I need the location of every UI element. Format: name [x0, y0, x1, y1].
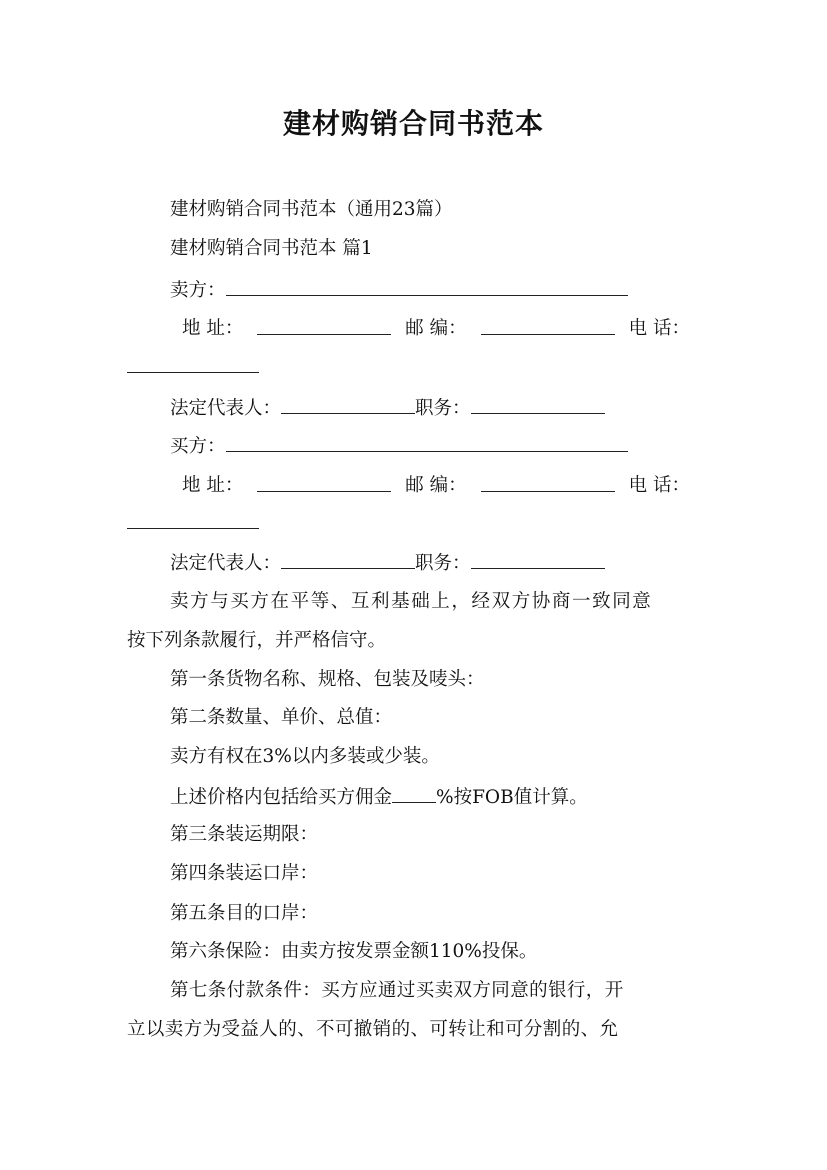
seller-address-label: 地 址： [182, 318, 244, 339]
seller-postcode-label: 邮 编： [405, 318, 467, 339]
buyer-postcode-blank[interactable] [481, 473, 615, 492]
seller-phone-line [127, 354, 702, 381]
para-intro-line-2: 按下列条款履行，并严格信守。 [127, 630, 387, 651]
para-intro-line-1: 卖方与买方在平等、互利基础上，经双方协商一致同意 [170, 591, 653, 612]
document-title: 建材购销合同书范本 [282, 107, 544, 140]
seller-legal-rep-label: 法定代表人： [170, 398, 282, 419]
seller-contact-line [182, 316, 690, 342]
buyer-phone-label: 电 话： [628, 475, 690, 496]
seller-line [170, 277, 710, 304]
clause-2: 第二条数量、单价、总值： [170, 707, 393, 728]
buyer-phone-line [127, 510, 702, 537]
clause-5: 第五条目的口岸： [170, 903, 319, 924]
seller-phone-label: 电 话： [628, 318, 690, 339]
buyer-legal-rep-label: 法定代表人： [170, 553, 282, 574]
clause-7-line-2: 立以卖方为受益人的、不可撤销的、可转让和可分割的、允 [127, 1019, 619, 1040]
clause-7-line-1: 第七条付款条件：买方应通过买卖双方同意的银行，开 [170, 980, 624, 1001]
clause-3: 第三条装运期限： [170, 824, 319, 845]
buyer-blank[interactable] [226, 433, 628, 452]
clause-4: 第四条装运口岸： [170, 863, 319, 884]
commission-blank[interactable] [392, 784, 436, 803]
seller-legal-line [170, 395, 710, 422]
buyer-address-label: 地 址： [182, 475, 244, 496]
seller-postcode-blank[interactable] [481, 316, 615, 335]
section-heading: 建材购销合同书范本 篇1 [170, 238, 373, 259]
buyer-legal-rep-blank[interactable] [281, 550, 415, 569]
clause-2-note: 卖方有权在3%以内多装或少装。 [170, 746, 440, 767]
clause-1: 第一条货物名称、规格、包装及唛头： [170, 669, 485, 690]
seller-position-blank[interactable] [471, 395, 605, 414]
seller-legal-rep-blank[interactable] [281, 395, 415, 414]
clause-6: 第六条保险：由卖方按发票金额110%投保。 [170, 941, 538, 962]
seller-address-blank[interactable] [257, 316, 391, 335]
buyer-phone-blank[interactable] [127, 510, 259, 529]
document-subtitle: 建材购销合同书范本（通用23篇） [170, 199, 453, 220]
buyer-contact-line [182, 473, 690, 499]
commission-text-b: %按FOB值计算。 [436, 787, 588, 808]
commission-text-a: 上述价格内包括给买方佣金 [170, 787, 393, 808]
seller-phone-blank[interactable] [127, 354, 259, 373]
seller-position-label: 职务： [415, 398, 471, 419]
buyer-position-blank[interactable] [471, 550, 605, 569]
buyer-label: 买方： [170, 436, 226, 457]
seller-blank[interactable] [226, 277, 628, 296]
buyer-address-blank[interactable] [257, 473, 391, 492]
seller-label: 卖方： [170, 280, 226, 301]
buyer-line [170, 433, 710, 460]
buyer-position-label: 职务： [415, 553, 471, 574]
buyer-legal-line [170, 550, 710, 577]
buyer-postcode-label: 邮 编： [405, 475, 467, 496]
commission-line [170, 784, 710, 811]
